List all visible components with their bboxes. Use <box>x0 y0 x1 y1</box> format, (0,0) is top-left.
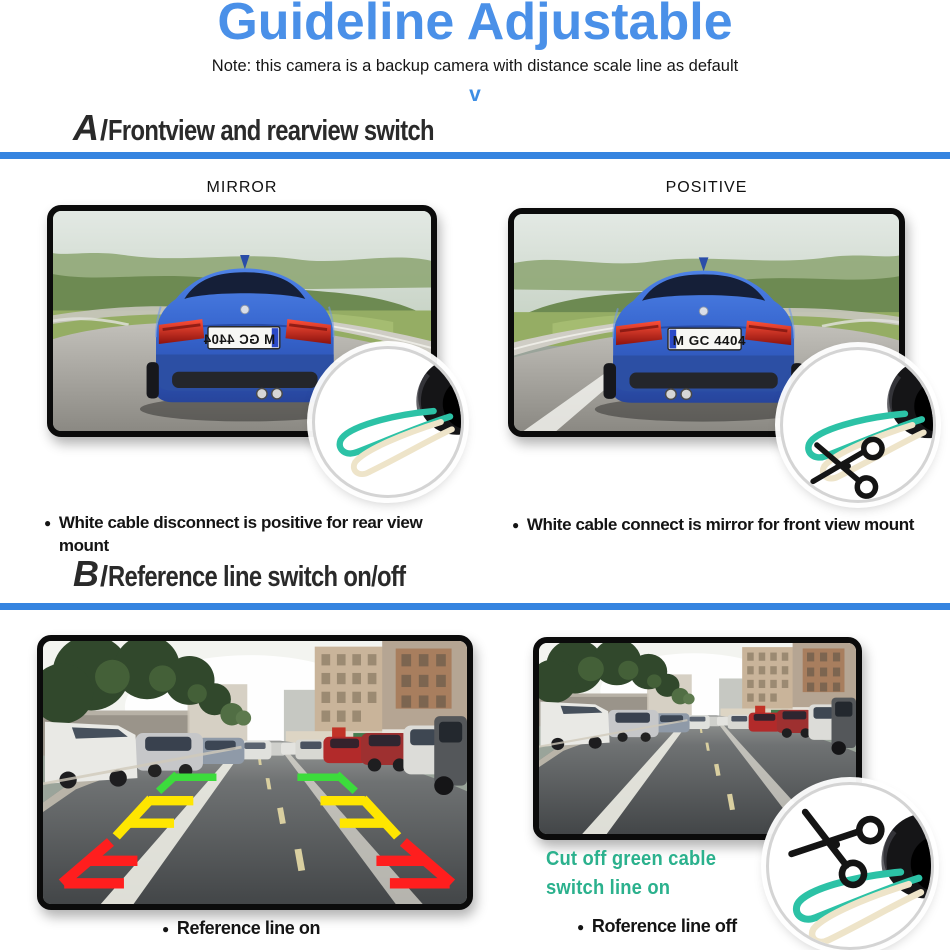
cable-camera-icon <box>315 349 461 495</box>
section-a-prefix: A <box>73 107 99 148</box>
mirror-label: MIRROR <box>206 179 278 196</box>
section-a-slash: / <box>100 115 109 147</box>
bullet-white-cable-disconnect <box>44 511 422 557</box>
green-note <box>546 845 716 903</box>
section-b-divider <box>0 603 950 610</box>
section-a-header <box>73 107 506 148</box>
bullet-line-1: White cable disconnect is positive for rear view <box>58 513 423 532</box>
photo-reference-line-on <box>37 635 473 910</box>
bullet-white-cable-connect <box>512 513 914 537</box>
street-scene-with-guidelines <box>43 641 467 904</box>
note-text: Note: this camera is a backup camera with distance scale line as default <box>211 57 739 75</box>
cable-scissors-icon <box>783 350 933 500</box>
bullet-line-2: mount <box>58 536 109 555</box>
section-b-prefix: B <box>73 553 99 594</box>
page-title: Guideline Adjustable <box>217 0 733 51</box>
section-b-slash: / <box>100 561 109 593</box>
bullet-reference-line-on <box>162 917 320 941</box>
cable-scissors-icon <box>769 785 931 947</box>
bullet-text: Reference line on <box>176 918 321 938</box>
bullet-icon: ● <box>512 518 519 532</box>
section-b-title: Reference line switch on/off <box>108 561 406 593</box>
cable-connected-inset <box>312 346 464 498</box>
bullet-text: White cable connect is mirror for front view mount <box>526 515 914 534</box>
green-note-line-2: switch line on <box>546 877 671 899</box>
section-a-divider <box>0 152 950 159</box>
bullet-reference-line-off <box>577 915 737 939</box>
green-note-line-1: Cut off green cable <box>546 848 717 870</box>
section-b-header <box>73 553 471 594</box>
bullet-icon: ● <box>44 516 51 530</box>
bullet-text <box>59 511 422 557</box>
bullet-icon: ● <box>162 922 169 936</box>
positive-label: POSITIVE <box>665 179 748 196</box>
green-cable-cut-inset <box>766 782 934 950</box>
cable-cut-inset <box>780 347 936 503</box>
section-a-title: Frontview and rearview switch <box>108 115 434 147</box>
bullet-icon: ● <box>577 920 584 934</box>
bullet-text: Roference line off <box>591 916 737 936</box>
chevron-down-icon: v <box>469 83 481 106</box>
